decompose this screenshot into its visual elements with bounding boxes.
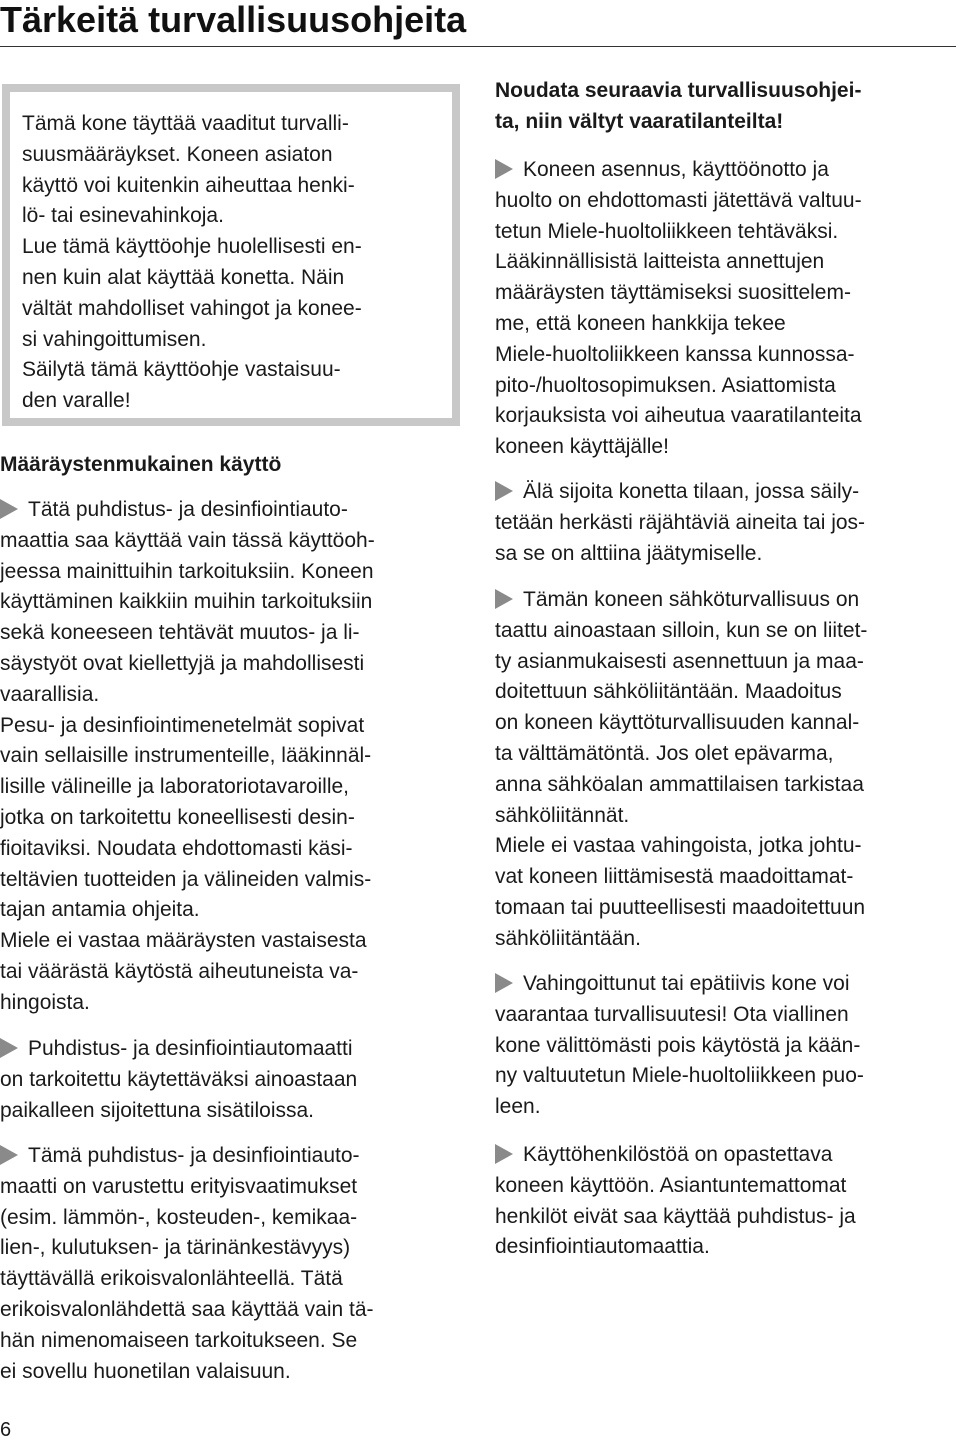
right-heading-line: ta, niin vältyt vaaratilanteilta! (495, 109, 784, 133)
notice-line: den varalle! (22, 389, 131, 413)
left-block-1 (0, 495, 375, 1019)
text-line: tajan antamia ohjeita. (0, 898, 200, 922)
notice-line: lö- tai esinevahinkoja. (22, 204, 224, 228)
text-line: Lääkinnällisistä laitteista annettujen (495, 250, 825, 274)
right-heading-line: Noudata seuraavia turvallisuusohjei- (495, 79, 862, 102)
triangle-arrow-icon (0, 499, 18, 519)
text-line: me, että koneen hankkija tekee (495, 311, 786, 335)
text-line: määräysten täyttämiseksi suosittelem- (495, 281, 851, 305)
text-line: maattia saa käyttää vain tässä käyttöoh- (0, 528, 375, 552)
text-line: lisille välineille ja laboratoriotavaroille, (0, 775, 350, 799)
text-line: käyttäminen kaikkiin muihin tarkoituksiin (0, 590, 373, 614)
text-line: pito-/huoltosopimuksen. Asiattomista (495, 373, 836, 397)
text-line: on koneen käyttöturvallisuuden kannal- (495, 711, 860, 735)
text-line: on tarkoitettu käytettäväksi ainoastaan (0, 1067, 358, 1091)
text-line: Tämän koneen sähköturvallisuus on (495, 585, 867, 616)
triangle-arrow-icon (495, 159, 513, 179)
text-line: ei sovellu huonetilan valaisuun. (0, 1359, 291, 1383)
text-line: sähköliitäntään. (495, 926, 641, 950)
text-line: jotka on tarkoitettu koneellisesti desin- (0, 805, 355, 829)
text-line: huolto on ehdottomasti jätettävä valtuu- (495, 188, 862, 212)
text-line: sekä koneeseen tehtävät muutos- ja li- (0, 621, 360, 645)
triangle-arrow-icon (495, 481, 513, 501)
page-number: 6 (0, 1419, 12, 1441)
triangle-arrow-icon (0, 1038, 18, 1058)
text-line: sa se on alttiina jäätymiselle. (495, 541, 763, 565)
right-block-4 (495, 969, 864, 1123)
text-line: tai väärästä käytöstä aiheutuneista va- (0, 959, 359, 983)
text-line: Vahingoittunut tai epätiivis kone voi (495, 969, 864, 1000)
text-line: Puhdistus- ja desinfiointiautomaatti (0, 1034, 357, 1065)
text-line: hän nimenomaiseen tarkoitukseen. Se (0, 1328, 358, 1352)
right-block-5 (495, 1140, 856, 1263)
text-line: Koneen asennus, käyttöönotto ja (495, 155, 862, 186)
text-line: säystyöt ovat kiellettyjä ja mahdollisesti (0, 651, 365, 675)
text-line: vaarallisia. (0, 682, 100, 706)
text-line: doitettuun sähköliitäntään. Maadoitus (495, 680, 842, 704)
text-line: Miele-huoltoliikkeen kanssa kunnossa- (495, 342, 855, 366)
triangle-arrow-icon (495, 1144, 513, 1164)
right-heading (495, 76, 861, 138)
text-line: maatti on varustettu erityisvaatimukset (0, 1174, 358, 1198)
text-line: vaarantaa turvallisuutesi! Ota viallinen (495, 1002, 849, 1026)
notice-line: Tämä kone täyttää vaaditut turvalli- (22, 112, 349, 135)
notice-line: suusmääräykset. Koneen asiaton (22, 142, 333, 166)
text-line: ta välttämätöntä. Jos olet epävarma, (495, 741, 834, 765)
text-line: ty asianmukaisesti asennettuun ja maa- (495, 649, 864, 673)
triangle-arrow-icon (495, 973, 513, 993)
left-block-2 (0, 1034, 357, 1126)
text-line: ny valtuutetun Miele-huoltoliikkeen puo- (495, 1064, 864, 1088)
text-line: paikalleen sijoitettuna sisätiloissa. (0, 1098, 315, 1122)
text-line: Pesu- ja desinfiointimenetelmät sopivat (0, 713, 365, 737)
text-line: leen. (495, 1095, 541, 1119)
text-line: henkilöt eivät saa käyttää puhdistus- ja (495, 1204, 856, 1228)
text-line: vain sellaisille instrumenteille, lääkinnäl- (0, 744, 372, 768)
text-line: Älä sijoita konetta tilaan, jossa säily- (495, 477, 865, 508)
right-block-1 (495, 155, 862, 463)
text-line: sähköliitännät. (495, 803, 630, 827)
text-line: taattu ainoastaan silloin, kun se on liitet- (495, 618, 868, 642)
text-line: korjauksista voi aiheutua vaaratilanteita (495, 404, 862, 428)
section-heading (0, 450, 281, 481)
triangle-arrow-icon (495, 589, 513, 609)
text-line: fioitaviksi. Noudata ehdottomasti käsi- (0, 836, 353, 860)
text-line: täyttävällä erikoisvalonlähteellä. Tätä (0, 1267, 343, 1291)
text-line: koneen käyttäjälle! (495, 435, 669, 459)
text-line: tetään herkästi räjähtäviä aineita tai jos- (495, 510, 866, 534)
text-line: hingoista. (0, 990, 90, 1014)
title-divider (0, 46, 956, 47)
text-line: anna sähköalan ammattilaisen tarkistaa (495, 772, 864, 796)
page-title: Tärkeitä turvallisuusohjeita (0, 0, 467, 40)
right-block-2 (495, 477, 865, 569)
text-line: (esim. lämmön-, kosteuden-, kemikaa- (0, 1205, 358, 1229)
notice-line: vältät mahdolliset vahingot ja konee- (22, 296, 362, 320)
notice-line: Lue tämä käyttöohje huolellisesti en- (22, 235, 362, 259)
right-block-3 (495, 585, 867, 955)
text-line: vat koneen liittämisestä maadoittamat- (495, 865, 854, 889)
notice-text (22, 109, 362, 417)
text-line: teltävien tuotteiden ja välineiden valmis- (0, 867, 372, 891)
text-line: erikoisvalonlähdettä saa käyttää vain tä- (0, 1297, 374, 1321)
text-line: koneen käyttöön. Asiantuntemattomat (495, 1173, 847, 1197)
notice-line: Säilytä tämä käyttöohje vastaisuu- (22, 358, 341, 382)
notice-line: nen kuin alat käyttää konetta. Näin (22, 265, 345, 289)
triangle-arrow-icon (0, 1145, 18, 1165)
text-line: desinfiointiautomaattia. (495, 1235, 710, 1259)
text-line: tomaan tai puutteellisesti maadoitettuun (495, 895, 866, 919)
text-line: Miele ei vastaa vahingoista, jotka johtu- (495, 834, 862, 858)
text-line: lien-, kulutuksen- ja tärinänkestävyys) (0, 1236, 351, 1260)
text-line: Miele ei vastaa määräysten vastaisesta (0, 929, 367, 953)
text-line: Tämä puhdistus- ja desinfiointiauto- (0, 1141, 374, 1172)
text-line: tetun Miele-huoltoliikkeen tehtäväksi. (495, 219, 839, 243)
left-block-3 (0, 1141, 374, 1387)
notice-line: käyttö voi kuitenkin aiheuttaa henki- (22, 173, 355, 197)
text-line: kone välittömästi pois käytöstä ja kään- (495, 1033, 861, 1057)
text-line: Tätä puhdistus- ja desinfiointiauto- (0, 495, 375, 526)
text-line: Käyttöhenkilöstöä on opastettava (495, 1140, 856, 1171)
section-heading-text: Määräystenmukainen käyttö (0, 453, 282, 476)
text-line: jeessa mainittuihin tarkoituksiin. Koneen (0, 559, 374, 583)
notice-line: si vahingoittumisen. (22, 327, 207, 351)
